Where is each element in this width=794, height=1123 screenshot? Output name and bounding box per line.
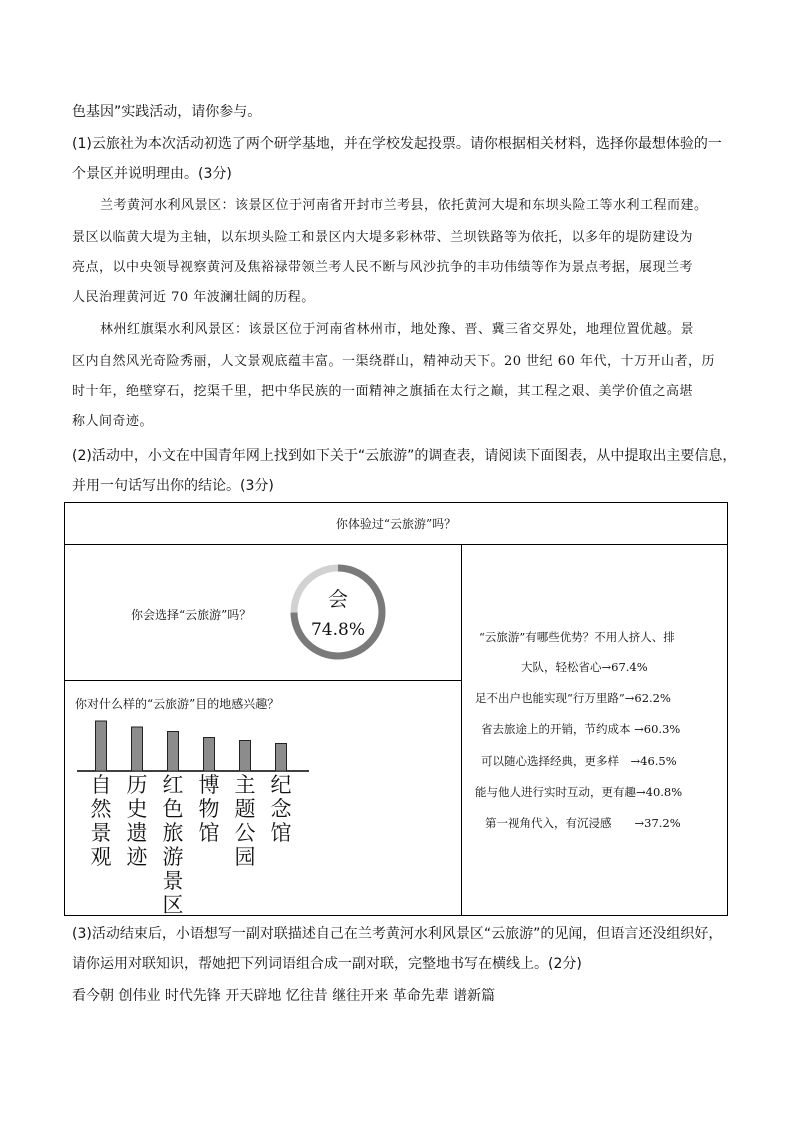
material1-line1: 兰考黄河水利风景区：该景区位于河南省开封市兰考县，依托黄河大堤和东坝头险工等水利工程而建。 (100, 198, 708, 213)
material1-line3: 亮点，以中央领导视察黄河及焦裕禄带领兰考人民不断与风沙抗争的丰功伟绩等作为景点考据，展现兰考 (72, 260, 694, 275)
table-divider-left (65, 680, 461, 681)
bar (276, 744, 287, 772)
bar-category-label: 红色旅游景区 (162, 773, 184, 917)
bar-chart (65, 703, 461, 773)
bar (240, 741, 251, 772)
bar-category-label: 主题公园 (234, 773, 256, 869)
ring-label: 会 (328, 587, 348, 611)
material2-line4: 称人间奇迹。 (72, 414, 154, 429)
bar (168, 732, 179, 772)
survey-table (64, 502, 728, 916)
advantage-line: 第一视角代入，有沉浸感 →37.2% (485, 816, 681, 830)
material1-line2: 景区以临黄大堤为主轴，以东坝头险工和景区内大堤多彩林带、兰坝铁路等为依托，以多年的堤防建设为 (72, 230, 694, 245)
advantage-line: 可以随心选择经典，更多样 →46.5% (481, 754, 677, 768)
material1-line4: 人民治理黄河近 70 年波澜壮阔的历程。 (72, 290, 315, 305)
advantage-line: 省去旅途上的开销，节约成本 →60.3% (481, 722, 681, 736)
bar (204, 738, 215, 772)
ring-value: 74.8% (310, 620, 366, 640)
q2-line2: 并用一句话写出你的结论。(3分) (72, 478, 274, 494)
table-divider-top (65, 544, 727, 545)
material2-line3: 时十年，绝壁穿石，挖渠千里，把中华民族的一面精神之旗插在太行之巅，其工程之艰、美学价值之高堪 (72, 384, 694, 399)
q3-line2: 请你运用对联知识，帮她把下列词语组合成一副对联，完整地书写在横线上。(2分) (72, 956, 582, 972)
bar-category-label: 历史遗迹 (126, 773, 148, 869)
advantage-line: “云旅游”有哪些优势？不用人挤人、排 (479, 630, 675, 644)
bar-category-label: 博物馆 (198, 773, 220, 845)
intro-line: 色基因”实践活动，请你参与。 (72, 104, 262, 120)
survey-header: 你体验过“云旅游”吗？ (335, 517, 457, 531)
q2-line1: (2)活动中，小文在中国青年网上找到如下关于“云旅游”的调查表，请阅读下面图表，从中提取出主要信息， (72, 448, 737, 464)
advantage-line: 足不出户也能实现“行万里路”→62.2% (475, 691, 671, 705)
q3-line1: (3)活动结束后，小语想写一副对联描述自己在兰考黄河水利风景区“云旅游”的见闻，但语言还没组织好， (72, 926, 723, 942)
q1-line1: (1)云旅社为本次活动初选了两个研学基地，并在学校发起投票。请你根据相关材料，选择你最想体验的一 (72, 136, 722, 152)
advantage-line: 能与他人进行实时互动，更有趣→40.8% (475, 785, 683, 799)
advantage-line: 大队，轻松省心→67.4% (521, 660, 648, 674)
material2-line1: 林州红旗渠水利风景区：该景区位于河南省林州市，地处豫、晋、冀三省交界处，地理位置优越。景 (100, 322, 695, 337)
bar (132, 727, 143, 771)
q3-words: 看今朝 创伟业 时代先锋 开天辟地 忆往昔 继往开来 革命先辈 谱新篇 (72, 988, 496, 1004)
bar-category-label: 纪念馆 (270, 773, 292, 845)
ring-question: 你会选择“云旅游”吗？ (131, 608, 252, 622)
bar-category-label: 自然景观 (90, 773, 112, 869)
q1-line2: 个景区并说明理由。(3分) (72, 166, 232, 182)
ring-chart (287, 561, 389, 663)
table-divider-middle (461, 544, 462, 915)
bar-question: 你对什么样的“云旅游”目的地感兴趣？ (75, 697, 280, 711)
material2-line2: 区内自然风光奇险秀丽，人文景观底蕴丰富。一渠绕群山，精神动天下。20 世纪 60 年代，十万开山者，历 (72, 354, 715, 369)
bar (96, 721, 107, 771)
